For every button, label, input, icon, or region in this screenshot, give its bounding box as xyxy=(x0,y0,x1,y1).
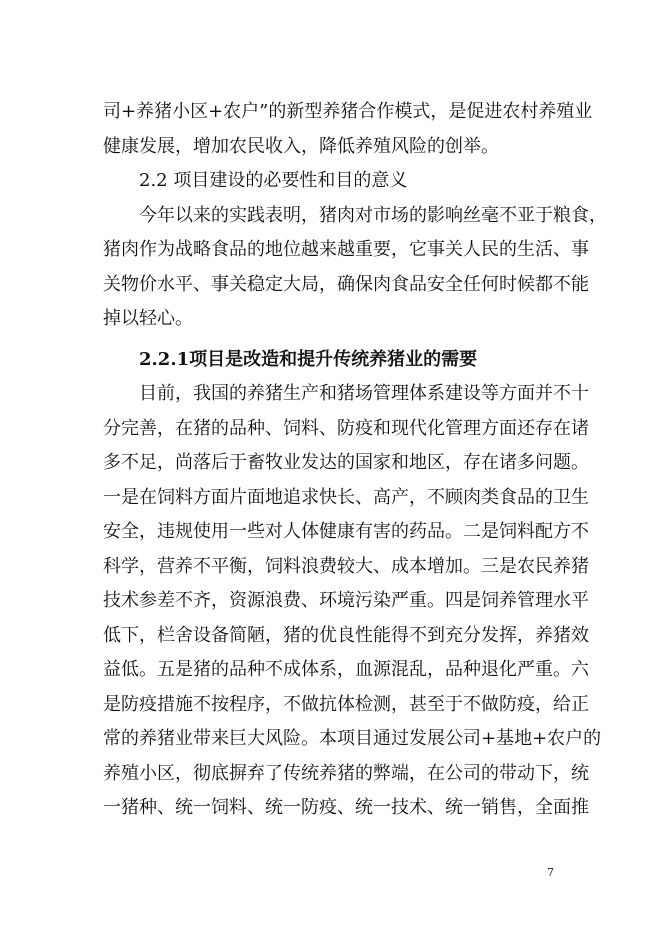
text-line: 一是在饲料方面片面地追求快长、高产，不顾肉类食品的卫生 xyxy=(103,486,589,508)
text-line: 关物价水平、事关稳定大局，确保肉食品安全任何时候都不能 xyxy=(103,273,589,295)
text-line: 安全，违规使用一些对人体健康有害的药品。二是饲料配方不 xyxy=(103,521,589,542)
text-line: 健康发展，增加农民收入，降低养殖风险的创举。 xyxy=(103,135,499,157)
page-number: 7 xyxy=(547,866,554,879)
text-line: 科学，营养不平衡，饲料浪费较大、成本增加。三是农民养猪 xyxy=(103,555,589,577)
text-line: 技术参差不齐，资源浪费、环境污染严重。四是饲养管理水平 xyxy=(103,590,589,611)
paragraph-current-status xyxy=(103,377,602,826)
text-line: 益低。五是猪的品种不成体系，血源混乱，品种退化严重。六 xyxy=(103,659,589,680)
page-body xyxy=(103,95,607,826)
text-line: 低下，栏舍设备简陋，猪的优良性能得不到充分发挥，养猪效 xyxy=(103,624,589,646)
text-line: 常的养猪业带来巨大风险。本项目通过发展公司+基地+农户的 xyxy=(103,728,602,749)
text-line: 是防疫措施不按程序，不做抗体检测，甚至于不做防疫，给正 xyxy=(103,693,589,715)
text-line: 多不足，尚落后于畜牧业发达的国家和地区，存在诸多问题。 xyxy=(103,452,589,473)
paragraph-necessity xyxy=(103,199,607,337)
text-line: 一猪种、统一饲料、统一防疫、统一技术、统一销售，全面推 xyxy=(103,797,589,818)
text-line: 司+养猪小区+农户”的新型养猪合作模式，是促进农村养殖业 xyxy=(103,101,593,122)
text-line: 目前，我国的养猪生产和猪场管理体系建设等方面并不十 xyxy=(139,383,589,404)
section-heading-2-2-1: 2.2.1项目是改造和提升传统养猪业的需要 xyxy=(139,348,478,370)
paragraph-continuation xyxy=(103,95,593,164)
text-line: 养殖小区，彻底摒弃了传统养猪的弊端，在公司的带动下，统 xyxy=(103,762,589,784)
section-heading-2-2: 2.2 项目建设的必要性和目的意义 xyxy=(139,170,408,191)
text-line: 掉以轻心。 xyxy=(103,308,193,329)
text-line: 分完善，在猪的品种、饲料、防疫和现代化管理方面还存在诸 xyxy=(103,417,589,439)
text-line: 今年以来的实践表明，猪肉对市场的影响丝毫不亚于粮食， xyxy=(139,204,607,226)
text-line: 猪肉作为战略食品的地位越来越重要，它事关人民的生活、事 xyxy=(103,239,589,260)
